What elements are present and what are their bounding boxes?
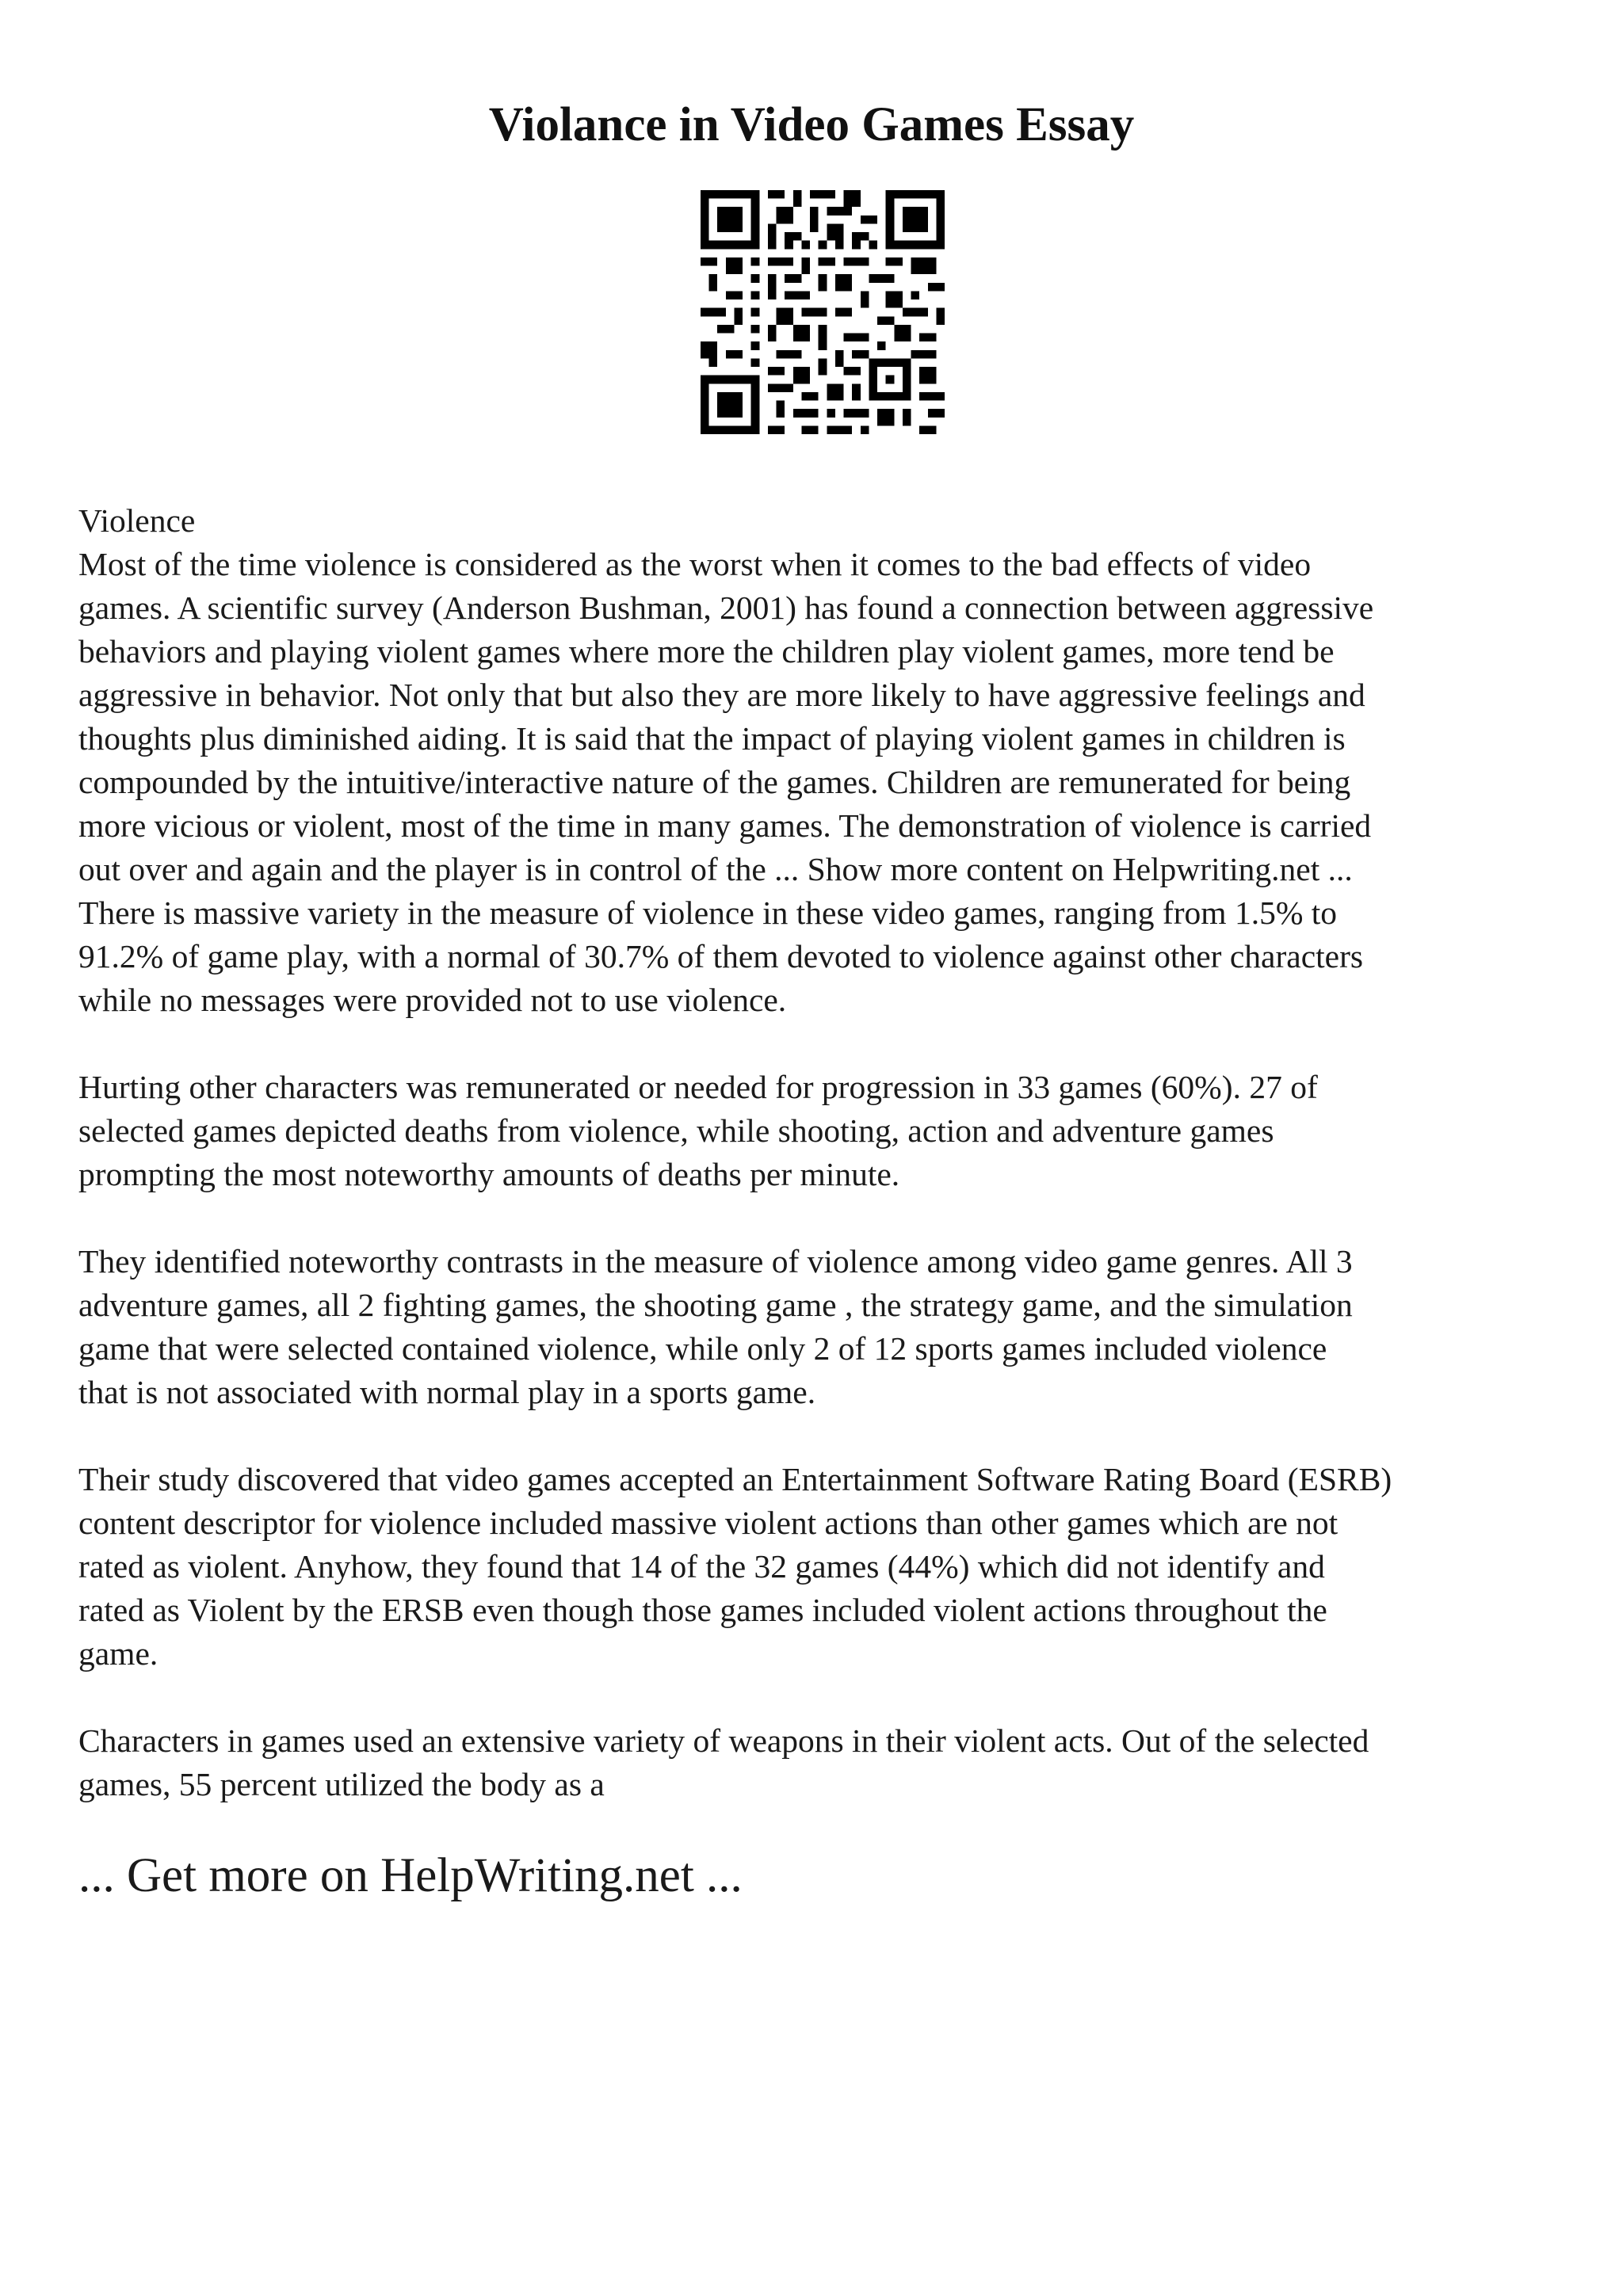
paragraph-2: Hurting other characters was remunerated or needed for progression in 33 games (60%). 27 of selected games depicted deaths from violence, while shooting, action and adventure games prompting the most noteworthy amounts of deaths per minute.	[78, 1069, 1318, 1192]
paragraph-5: Characters in games used an extensive variety of weapons in their violent acts. Out of the selected games, 55 percent utilized the body as a	[78, 1722, 1369, 1802]
qr-code-icon	[701, 190, 945, 434]
get-more-link[interactable]: ... Get more on HelpWriting.net ...	[78, 1849, 743, 1902]
document-title: Violance in Video Games Essay	[488, 98, 1135, 151]
essay-body	[78, 499, 1568, 1850]
paragraph-1: Violence Most of the time violence is considered as the worst when it comes to the bad effects of video games. A scientific survey (Anderson Bushman, 2001) has found a connection between aggressive behaviors and playing violent games where more the children play violent games, more tend be aggressive in behavior. Not only that but also they are more likely to have aggressive feelings and thoughts plus diminished aiding. It is said that the impact of playing violent games in children is compounded by the intuitive/interactive nature of the games. Children are remunerated for being more vicious or violent, most of the time in many games. The demonstration of violence is carried out over and again and the player is in control of the ... Show more content on Helpwriting.net ... There is massive variety in the measure of violence in these video games, ranging from 1.5% to 91.2% of game play, with a normal of 30.7% of them devoted to violence against other characters while no messages were provided not to use violence.	[78, 502, 1374, 1018]
paragraph-4: Their study discovered that video games accepted an Entertainment Software Rating Board (ESRB) content descriptor for violence included massive violent actions than other games which are not rated as violent. Anyhow, they found that 14 of the 32 games (44%) which did not identify and rated as Violent by the ERSB even though those games included violent actions throughout the game.	[78, 1461, 1392, 1672]
paragraph-3: They identified noteworthy contrasts in the measure of violence among video game genres. All 3 adventure games, all 2 fighting games, the shooting game , the strategy game, and the simulation game that were selected contained violence, while only 2 of 12 sports games included violence that is not associated with normal play in a sports game.	[78, 1243, 1353, 1410]
